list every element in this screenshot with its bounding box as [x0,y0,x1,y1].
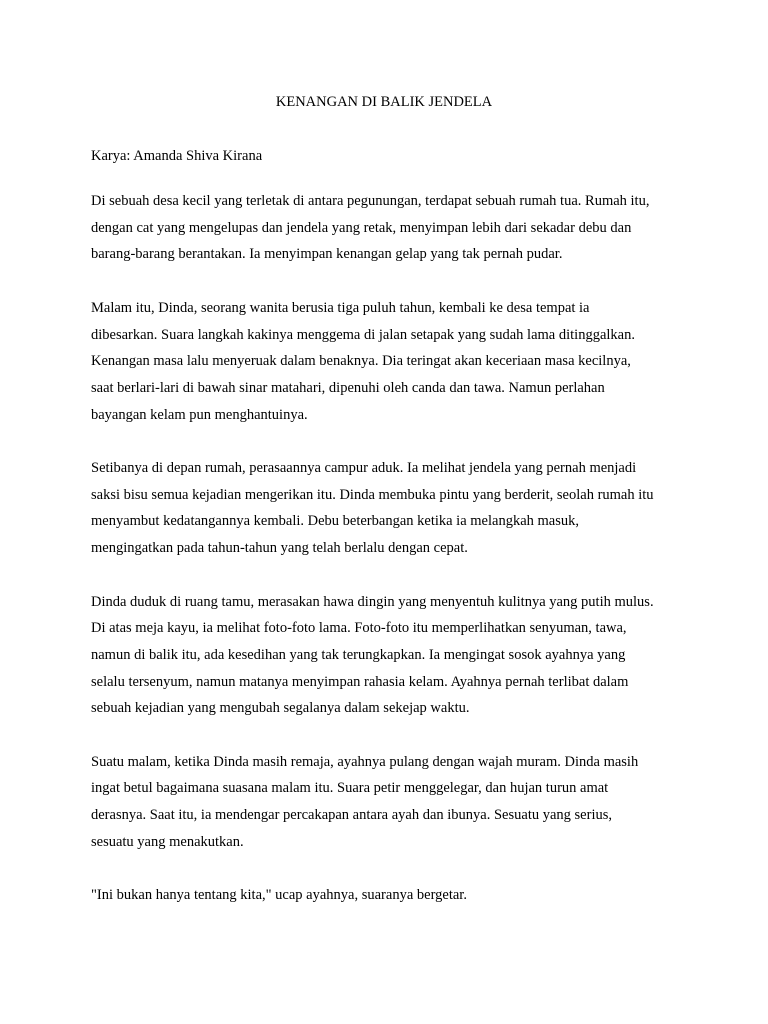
paragraph-4 [91,589,691,723]
paragraph-6 [91,882,691,909]
text-line: Suatu malam, ketika Dinda masih remaja, ayahnya pulang dengan wajah muram. Dinda masih [91,753,639,770]
document-body [91,188,691,936]
text-line: sesuatu yang menakutkan. [91,833,244,850]
text-line: namun di balik itu, ada kesedihan yang tak terungkapkan. Ia mengingat sosok ayahnya yang [91,646,626,663]
text-line: menyambut kedatangannya kembali. Debu beterbangan ketika ia melangkah masuk, [91,513,579,530]
text-line: derasnya. Saat itu, ia mendengar percakapan antara ayah dan ibunya. Sesuatu yang serius, [91,807,612,824]
text-line: dibesarkan. Suara langkah kakinya menggema di jalan setapak yang sudah lama ditinggalkan. [91,326,635,343]
text-line: mengingatkan pada tahun-tahun yang telah berlalu dengan cepat. [91,540,468,557]
text-line: Kenangan masa lalu menyeruak dalam benaknya. Dia teringat akan keceriaan masa kecilnya, [91,353,631,370]
author-line: Karya: Amanda Shiva Kirana [91,148,263,164]
paragraph-2 [91,295,691,429]
text-line: Di sebuah desa kecil yang terletak di antara pegunungan, terdapat sebuah rumah tua. Rumah itu, [91,193,650,209]
text-line: Malam itu, Dinda, seorang wanita berusia tiga puluh tahun, kembali ke desa tempat ia [91,299,590,316]
text-line: sebuah kejadian yang mengubah segalanya dalam sekejap waktu. [91,700,470,717]
text-line: ingat betul bagaimana suasana malam itu. Suara petir menggelegar, dan hujan turun amat [91,780,609,797]
text-line: selalu tersenyum, namun matanya menyimpan rahasia kelam. Ayahnya pernah terlibat dalam [91,673,629,690]
text-line: saksi bisu semua kejadian mengerikan itu. Dinda membuka pintu yang berderit, seolah rumah itu [91,486,654,503]
text-line: Di atas meja kayu, ia melihat foto-foto lama. Foto-foto itu memperlihatkan senyuman, tawa, [91,620,627,637]
text-line: barang-barang berantakan. Ia menyimpan kenangan gelap yang tak pernah pudar. [91,246,563,263]
text-line: saat berlari-lari di bawah sinar matahari, dipenuhi oleh canda dan tawa. Namun perlahan [91,379,605,396]
paragraph-1 [91,188,691,268]
paragraph-5 [91,749,691,856]
document-title: KENANGAN DI BALIK JENDELA [275,94,493,110]
text-line: "Ini bukan hanya tentang kita," ucap ayahnya, suaranya bergetar. [91,887,467,904]
text-line: dengan cat yang mengelupas dan jendela yang retak, menyimpan lebih dari sekadar debu dan [91,219,632,236]
text-line: Dinda duduk di ruang tamu, merasakan hawa dingin yang menyentuh kulitnya yang putih mulus. [91,593,654,610]
text-line: bayangan kelam pun menghantuinya. [91,406,308,423]
text-line: Setibanya di depan rumah, perasaannya campur aduk. Ia melihat jendela yang pernah menjadi [91,460,637,476]
paragraph-3 [91,455,691,562]
